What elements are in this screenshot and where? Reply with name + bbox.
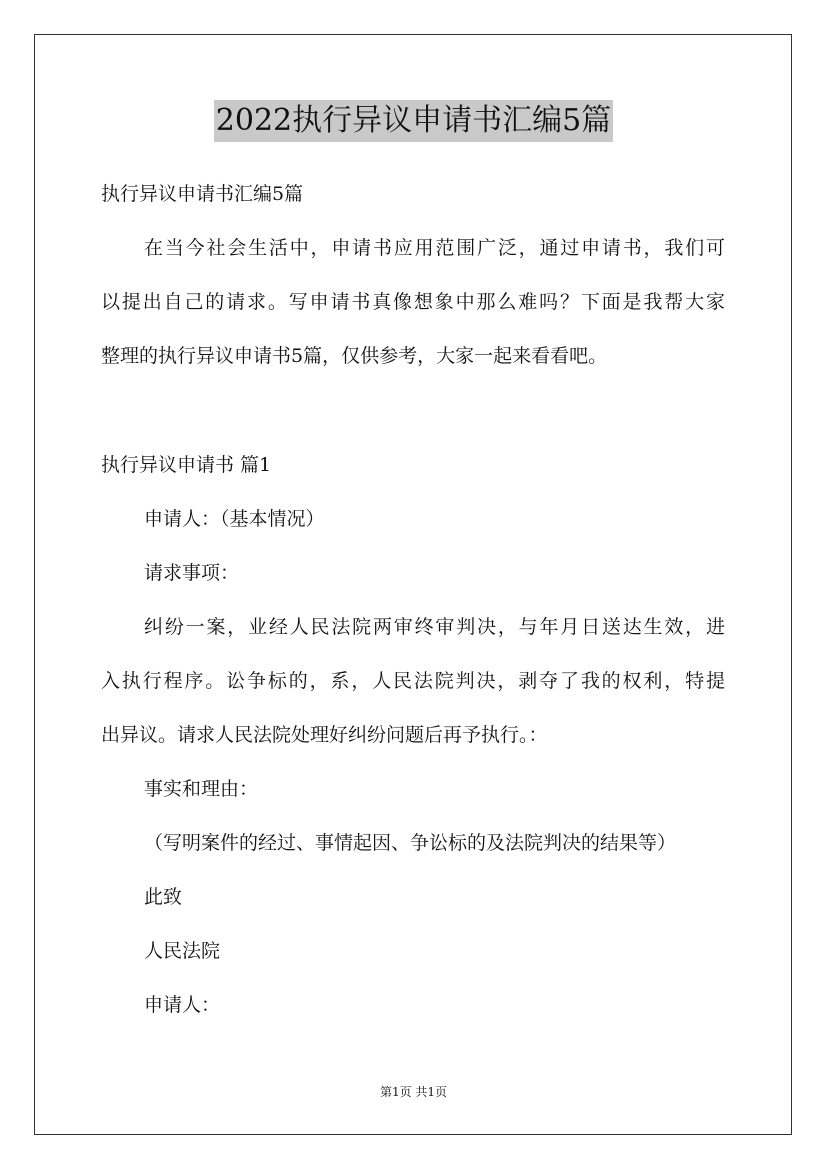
title-container [0,100,827,142]
document-subtitle: 执行异议申请书汇编5篇 [101,183,304,205]
intro-line-2: 以提出自己的请求。写申请书真像想象中那么难吗？下面是我帮大家 [101,291,725,313]
court-line: 人民法院 [144,940,221,962]
page-footer: 第1页 共1页 [379,1085,448,1099]
body-line-3: 出异议。请求人民法院处理好纠纷问题后再予执行。： [101,724,548,746]
facts-label: 事实和理由： [144,778,259,800]
signature-line: 申请人： [144,994,221,1016]
facts-note: （写明案件的经过、事情起因、争讼标的及法院判决的结果等） [144,832,677,854]
body-line-1: 纠纷一案，业经人民法院两审终审判决，与年月日送达生效，进 [144,616,725,638]
body-line-2: 入执行程序。讼争标的，系，人民法院判决，剥夺了我的权利，特提 [101,670,725,692]
document-title: 2022执行异议申请书汇编5篇 [214,100,613,142]
closing-line: 此致 [144,886,183,908]
request-label: 请求事项： [144,562,240,584]
applicant-line: 申请人：（基本情况） [144,508,325,530]
intro-line-1: 在当今社会生活中，申请书应用范围广泛，通过申请书，我们可 [144,237,725,259]
section-heading: 执行异议申请书 篇1 [101,454,272,476]
intro-line-3: 整理的执行异议申请书5篇，仅供参考，大家一起来看看吧。 [101,345,608,367]
